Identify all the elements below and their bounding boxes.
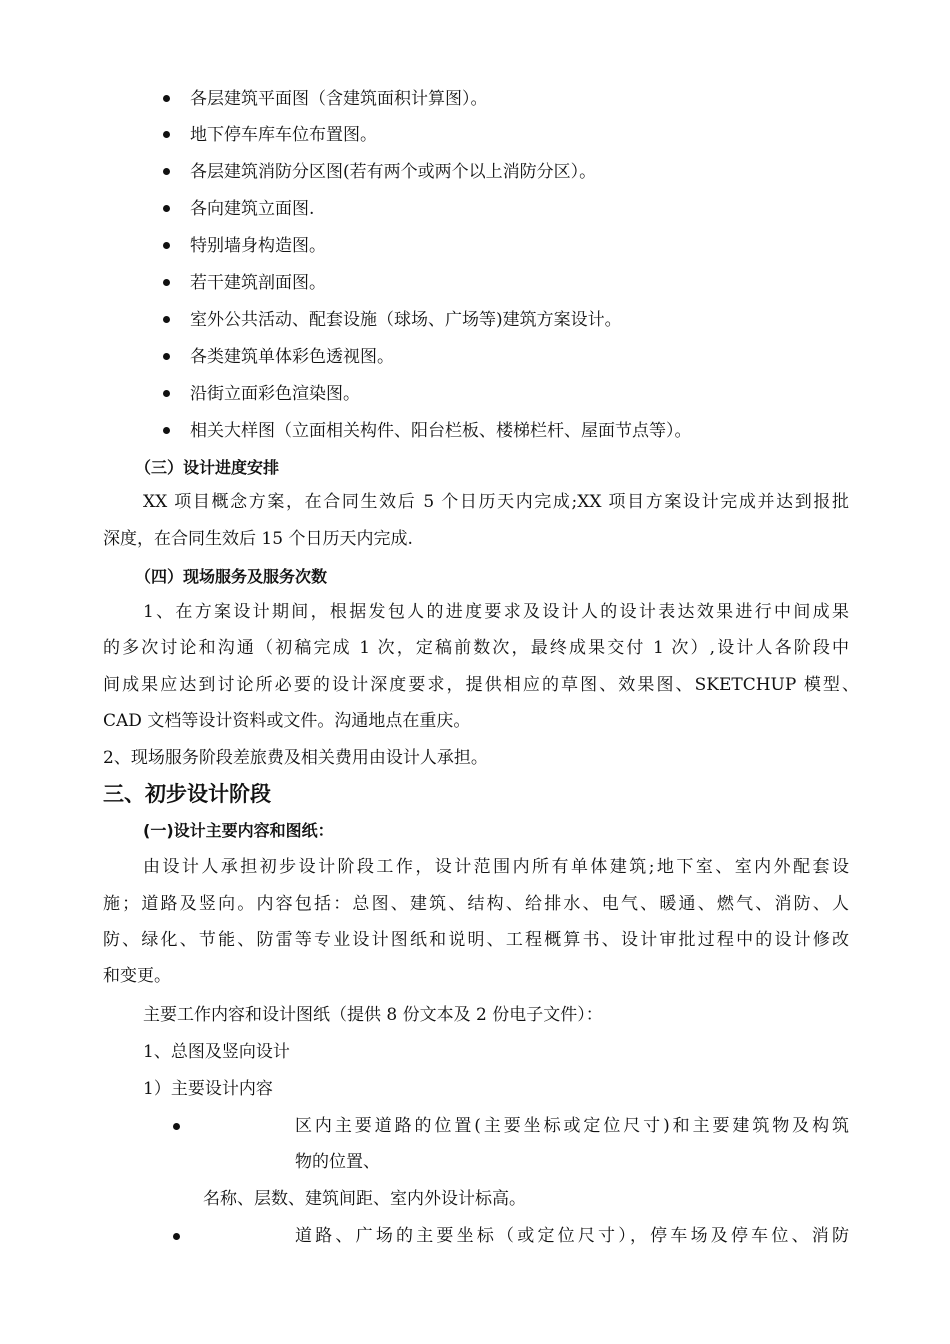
item-heading: 1、总图及竖向设计: [143, 1042, 290, 1062]
paragraph-line: 间成果应达到讨论所必要的设计深度要求，提供相应的草图、效果图、SKETCHUP 模型、: [103, 675, 859, 695]
paragraph-line: 的多次讨论和沟通（初稿完成 1 次，定稿前数次，最终成果交付 1 次）,设计人各阶段中: [103, 638, 849, 658]
list-item: 地下停车库车位布置图。: [190, 125, 377, 145]
chapter-heading: 三、初步设计阶段: [103, 782, 271, 806]
list-item-continuation: 物的位置、: [295, 1152, 380, 1172]
bullet-icon: [163, 353, 170, 360]
bullet-icon: [163, 95, 170, 102]
list-item: 道路、广场的主要坐标（或定位尺寸），停车场及停车位、消防: [295, 1226, 849, 1246]
list-item: 各向建筑立面图.: [190, 199, 315, 219]
list-item: 若干建筑剖面图。: [190, 273, 326, 293]
sub-item-heading: 1）主要设计内容: [143, 1079, 273, 1099]
list-item: 区内主要道路的位置(主要坐标或定位尺寸)和主要建筑物及构筑: [295, 1116, 849, 1136]
section-heading-design-content: (一)设计主要内容和图纸：: [143, 821, 334, 840]
bullet-icon: [163, 168, 170, 175]
bullet-icon: [163, 131, 170, 138]
paragraph-line: 深度，在合同生效后 15 个日历天内完成.: [103, 529, 413, 549]
list-item: 室外公共活动、配套设施（球场、广场等)建筑方案设计。: [190, 310, 622, 330]
list-item: 特别墙身构造图。: [190, 236, 326, 256]
paragraph-line: XX 项目概念方案，在合同生效后 5 个日历天内完成;XX 项目方案设计完成并达到报批: [143, 492, 849, 512]
bullet-icon: [163, 427, 170, 434]
list-item: 各层建筑平面图（含建筑面积计算图）。: [190, 89, 488, 109]
work-content-line: 主要工作内容和设计图纸（提供 8 份文本及 2 份电子文件）：: [143, 1005, 603, 1025]
list-item: 各类建筑单体彩色透视图。: [190, 347, 394, 367]
bullet-icon: [163, 205, 170, 212]
bullet-icon: [163, 279, 170, 286]
paragraph-line: CAD 文档等设计资料或文件。沟通地点在重庆。: [103, 711, 471, 731]
bullet-icon: [173, 1123, 180, 1130]
paragraph-line: 施；道路及竖向。内容包括：总图、建筑、结构、给排水、电气、暖通、燃气、消防、人: [103, 894, 849, 914]
bullet-icon: [163, 316, 170, 323]
paragraph-line: 防、绿化、节能、防雷等专业设计图纸和说明、工程概算书、设计审批过程中的设计修改: [103, 930, 849, 950]
list-item: 各层建筑消防分区图(若有两个或两个以上消防分区）。: [190, 162, 597, 182]
paragraph-line: 2、现场服务阶段差旅费及相关费用由设计人承担。: [103, 748, 488, 768]
bullet-icon: [163, 242, 170, 249]
section-heading-schedule: （三）设计进度安排: [135, 458, 280, 477]
paragraph-line: 1、在方案设计期间，根据发包人的进度要求及设计人的设计表达效果进行中间成果: [143, 602, 849, 622]
list-item: 沿街立面彩色渲染图。: [190, 384, 360, 404]
list-item: 相关大样图（立面相关构件、阳台栏板、楼梯栏杆、屋面节点等）。: [190, 421, 692, 441]
list-item-continuation: 名称、层数、建筑间距、室内外设计标高。: [203, 1189, 526, 1209]
bullet-icon: [163, 390, 170, 397]
section-heading-site-service: （四）现场服务及服务次数: [135, 567, 328, 586]
paragraph-line: 和变更。: [103, 966, 171, 986]
paragraph-line: 由设计人承担初步设计阶段工作，设计范围内所有单体建筑;地下室、室内外配套设: [143, 857, 849, 877]
bullet-icon: [173, 1233, 180, 1240]
